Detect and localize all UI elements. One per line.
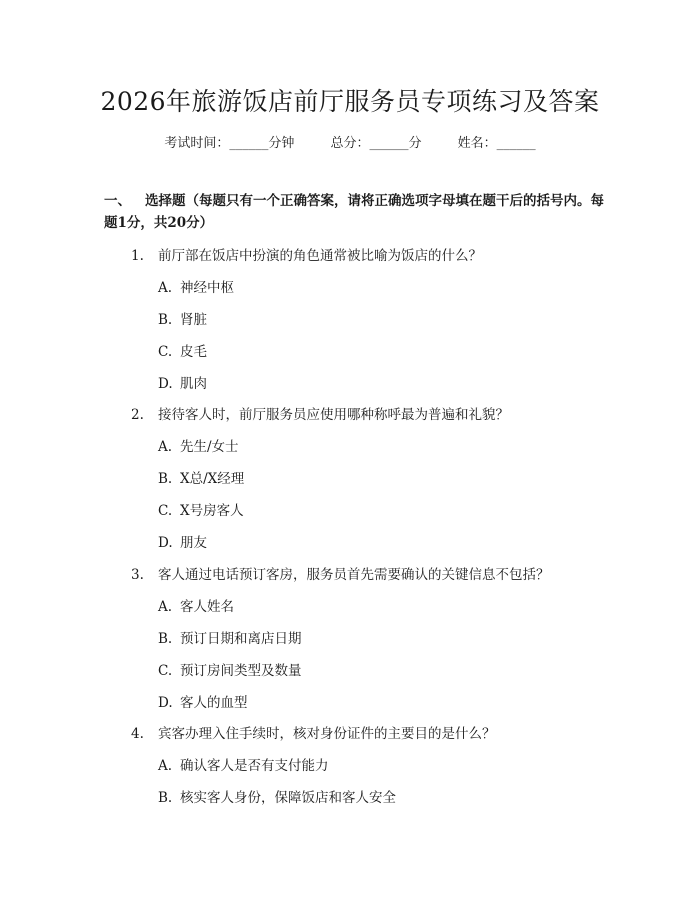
question-1-option-c — [158, 340, 207, 360]
option-text: 神经中枢 — [180, 280, 234, 296]
exam-meta — [0, 132, 700, 151]
question-1-option-d — [158, 372, 207, 392]
option-letter: C. — [158, 663, 173, 679]
option-text: 预订日期和离店日期 — [180, 631, 302, 647]
option-text: 确认客人是否有支付能力 — [180, 758, 329, 774]
option-letter: B. — [158, 790, 173, 806]
section-heading — [104, 190, 604, 234]
option-text: 朋友 — [180, 535, 207, 551]
question-3-option-a — [158, 595, 234, 615]
option-letter: A. — [158, 758, 173, 774]
option-text: 客人的血型 — [180, 695, 248, 711]
question-2-option-a — [158, 435, 239, 455]
option-text: 先生/女士 — [180, 439, 239, 455]
option-letter: C. — [158, 503, 173, 519]
question-4-option-a — [158, 754, 329, 774]
question-number: 2. — [131, 407, 144, 423]
option-letter: D. — [158, 695, 173, 711]
option-letter: C. — [158, 344, 173, 360]
option-text: 核实客人身份，保障饭店和客人安全 — [180, 790, 396, 806]
option-letter: B. — [158, 631, 173, 647]
question-3-option-d — [158, 691, 248, 711]
option-letter: A. — [158, 280, 173, 296]
question-2-option-b — [158, 467, 244, 487]
student-name-field: 姓名：______ — [457, 136, 536, 151]
option-text: X总/X经理 — [180, 471, 245, 487]
question-3 — [131, 563, 550, 583]
option-letter: D. — [158, 376, 173, 392]
question-2-option-d — [158, 531, 207, 551]
option-letter: A. — [158, 439, 173, 455]
question-4 — [131, 722, 496, 742]
question-text: 客人通过电话预订客房，服务员首先需要确认的关键信息不包括？ — [158, 567, 550, 583]
question-number: 4. — [131, 726, 144, 742]
question-text: 接待客人时，前厅服务员应使用哪种称呼最为普遍和礼貌？ — [158, 407, 509, 423]
question-text: 前厅部在饭店中扮演的角色通常被比喻为饭店的什么？ — [158, 248, 482, 264]
question-2 — [131, 403, 509, 423]
question-3-option-b — [158, 627, 302, 647]
question-text: 宾客办理入住手续时，核对身份证件的主要目的是什么？ — [158, 726, 496, 742]
option-letter: B. — [158, 312, 173, 328]
option-letter: B. — [158, 471, 173, 487]
option-text: 肾脏 — [180, 312, 207, 328]
section-number: 一、 — [104, 193, 131, 209]
question-number: 1. — [131, 248, 144, 264]
question-4-option-b — [158, 786, 396, 806]
question-1 — [131, 244, 482, 264]
exam-time-field: 考试时间：______分钟 — [164, 136, 295, 151]
option-text: 预订房间类型及数量 — [180, 663, 302, 679]
option-letter: D. — [158, 535, 173, 551]
question-1-option-a — [158, 276, 234, 296]
page-title: 2026年旅游饭店前厅服务员专项练习及答案 — [100, 87, 600, 116]
option-text: 皮毛 — [180, 344, 207, 360]
option-text: 客人姓名 — [180, 599, 234, 615]
question-3-option-c — [158, 659, 302, 679]
question-1-option-b — [158, 308, 207, 328]
question-number: 3. — [131, 567, 144, 583]
total-score-field: 总分：______分 — [330, 136, 422, 151]
option-text: X号房客人 — [180, 503, 244, 519]
question-2-option-c — [158, 499, 244, 519]
option-letter: A. — [158, 599, 173, 615]
section-heading-text: 选择题（每题只有一个正确答案，请将正确选项字母填在题干后的括号内。每题1分，共20分） — [104, 193, 604, 231]
option-text: 肌肉 — [180, 376, 207, 392]
